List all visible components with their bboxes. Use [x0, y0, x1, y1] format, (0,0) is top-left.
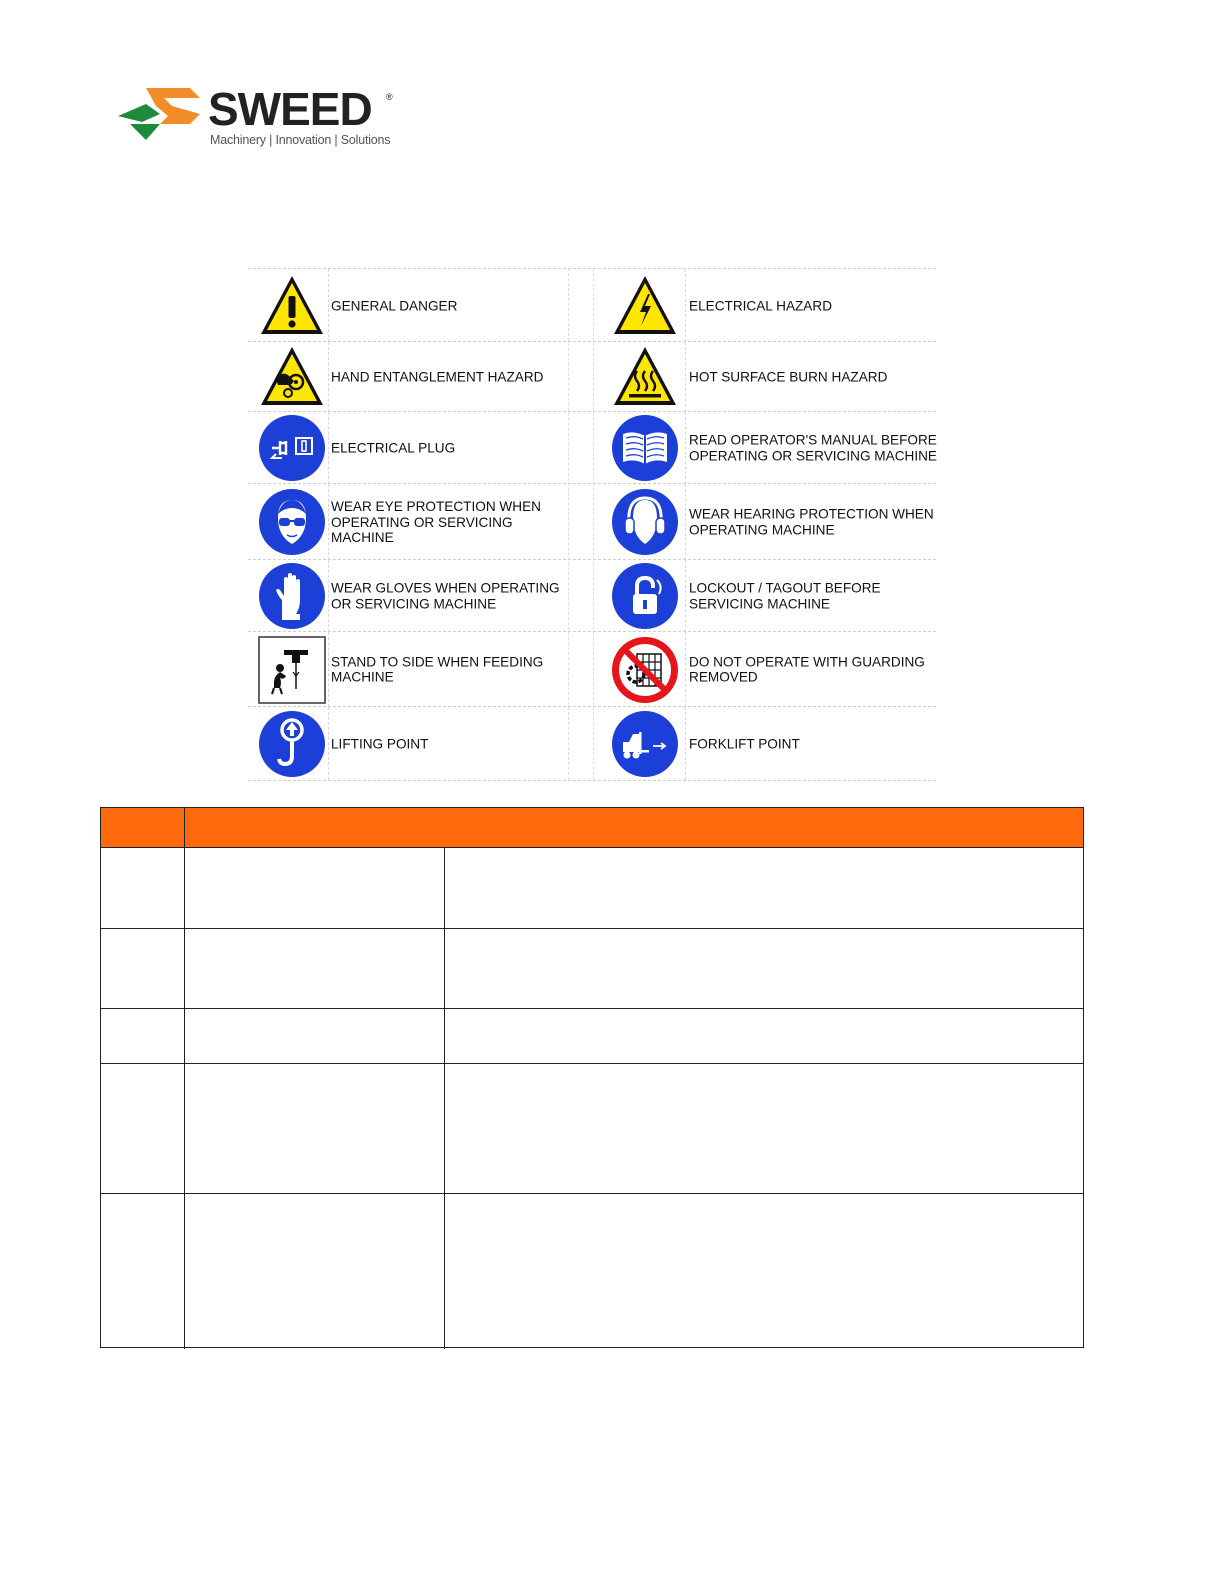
sign-cell — [248, 560, 568, 632]
sign-cell — [248, 632, 568, 707]
sign-cell — [593, 269, 936, 342]
sign-cell — [593, 342, 936, 412]
sign-cell — [593, 560, 936, 632]
sign-row — [248, 411, 936, 484]
sign-label: ELECTRICAL HAZARD — [689, 297, 833, 313]
sign-label: READ OPERATOR'S MANUAL BEFORE OPERATING OR SERVICING MACHINE — [689, 432, 937, 463]
safety-sign-legend — [248, 268, 936, 780]
icon-divider — [328, 707, 329, 780]
forklift-point-icon — [611, 710, 679, 778]
eye-protection-icon — [258, 488, 326, 556]
sign-cell — [593, 632, 936, 707]
sign-label: WEAR GLOVES WHEN OPERATING OR SERVICING MACHINE — [331, 580, 560, 611]
sign-label: HAND ENTANGLEMENT HAZARD — [331, 369, 544, 385]
sign-label: HOT SURFACE BURN HAZARD — [689, 369, 888, 385]
sign-label: STAND TO SIDE WHEN FEEDING MACHINE — [331, 654, 544, 685]
table-row-divider — [101, 1063, 1083, 1064]
sign-row — [248, 706, 936, 781]
sign-cell — [593, 412, 936, 484]
sign-cell — [593, 707, 936, 780]
stand-to-side-icon — [258, 636, 326, 704]
sign-label: FORKLIFT POINT — [689, 735, 800, 751]
sign-label: WEAR HEARING PROTECTION WHEN OPERATING MACHINE — [689, 506, 934, 537]
icon-divider — [328, 484, 329, 560]
no-guarding-icon — [611, 636, 679, 704]
sign-row — [248, 341, 936, 412]
sign-label: WEAR EYE PROTECTION WHEN OPERATING OR SERVICING MACHINE — [331, 498, 541, 545]
sign-cell — [248, 707, 568, 780]
icon-divider — [685, 269, 686, 342]
table-column-divider — [184, 808, 185, 1349]
icon-divider — [685, 412, 686, 484]
sign-label: LIFTING POINT — [331, 735, 429, 751]
sign-row — [248, 559, 936, 632]
icon-divider — [328, 269, 329, 342]
hand-entanglement-icon — [258, 343, 326, 411]
registered-mark: ® — [386, 92, 393, 102]
icon-divider — [328, 412, 329, 484]
electrical-hazard-icon — [611, 272, 679, 340]
sweed-logo — [116, 82, 406, 152]
sign-cell — [248, 412, 568, 484]
sign-row — [248, 631, 936, 707]
icon-divider — [685, 707, 686, 780]
sweed-logo-mark-icon — [116, 84, 206, 144]
table-row-divider — [101, 1193, 1083, 1194]
table-column-divider — [444, 848, 445, 1349]
sign-label: DO NOT OPERATE WITH GUARDING REMOVED — [689, 654, 925, 685]
lifting-point-icon — [258, 710, 326, 778]
general-danger-icon — [258, 272, 326, 340]
table-header — [101, 808, 1083, 848]
read-manual-icon — [611, 414, 679, 482]
icon-divider — [328, 560, 329, 632]
info-table — [100, 807, 1084, 1348]
sign-cell — [593, 484, 936, 560]
sign-cell — [248, 484, 568, 560]
gloves-icon — [258, 562, 326, 630]
sign-row — [248, 483, 936, 560]
sign-label: ELECTRICAL PLUG — [331, 440, 456, 456]
lockout-icon — [611, 562, 679, 630]
brand-name: SWEED — [208, 83, 372, 135]
table-row-divider — [101, 1008, 1083, 1009]
icon-divider — [685, 560, 686, 632]
hot-surface-icon — [611, 343, 679, 411]
icon-divider — [685, 632, 686, 707]
hearing-protection-icon — [611, 488, 679, 556]
electrical-plug-icon — [258, 414, 326, 482]
table-row-divider — [101, 928, 1083, 929]
sign-cell — [248, 342, 568, 412]
brand-tagline: Machinery | Innovation | Solutions — [210, 133, 391, 147]
sign-label: GENERAL DANGER — [331, 297, 458, 313]
icon-divider — [685, 484, 686, 560]
icon-divider — [328, 632, 329, 707]
icon-divider — [685, 342, 686, 412]
icon-divider — [328, 342, 329, 412]
sign-label: LOCKOUT / TAGOUT BEFORE SERVICING MACHINE — [689, 580, 881, 611]
sign-cell — [248, 269, 568, 342]
sign-row — [248, 268, 936, 342]
